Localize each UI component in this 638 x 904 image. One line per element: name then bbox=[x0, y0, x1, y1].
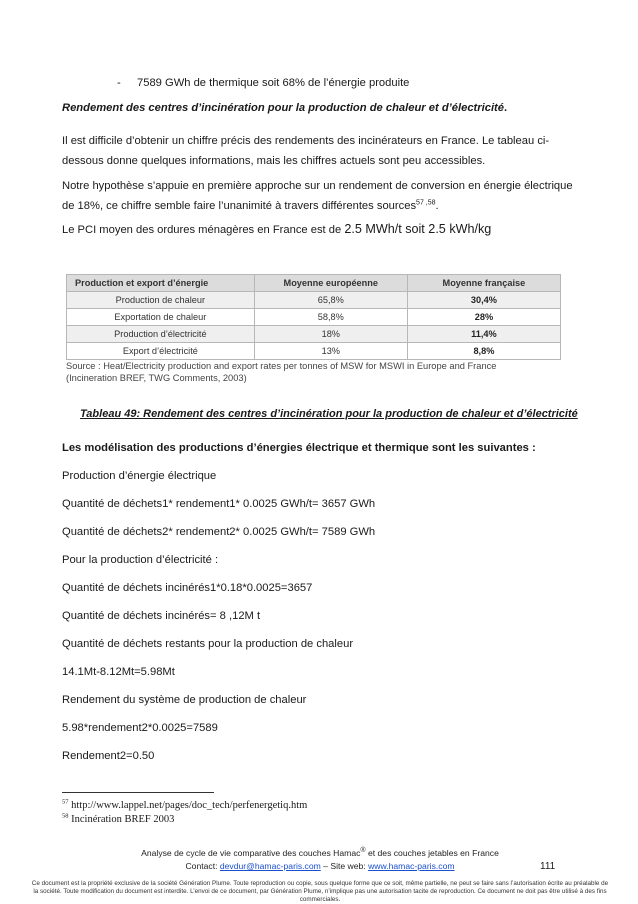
footer-title-text: Analyse de cycle de vie comparative des couches Hamac bbox=[141, 848, 361, 858]
table-cell: 28% bbox=[407, 309, 560, 326]
table-row bbox=[67, 292, 561, 309]
paragraph-pci-text: Le PCI moyen des ordures ménagères en France est de bbox=[62, 224, 345, 236]
table-header-cell: Moyenne européenne bbox=[254, 275, 407, 292]
paragraph-hypothesis-text: Notre hypothèse s’appuie en première approche sur un rendement de conversion en énergie électrique de 18%, ce chiffre semble faire l’unanimité à travers différentes sources bbox=[62, 180, 573, 212]
page-number: 111 bbox=[540, 861, 556, 872]
calc-line: 14.1Mt-8.12Mt=5.98Mt bbox=[62, 666, 175, 678]
registered-mark: ® bbox=[360, 847, 366, 855]
bullet-text: 7589 GWh de thermique soit 68% de l’énergie produite bbox=[137, 77, 410, 89]
table-row bbox=[67, 343, 561, 360]
footnote-text: Incinération BREF 2003 bbox=[68, 814, 175, 825]
table-row bbox=[67, 309, 561, 326]
table-source-line-1: Source : Heat/Electricity production and export rates per tonnes of MSW for MSWI in Europe and France bbox=[66, 361, 497, 371]
energy-table-figure bbox=[62, 274, 572, 392]
paragraph-intro: Il est difficile d’obtenir un chiffre précis des rendements des incinérateurs en France. Le tableau ci-dessous donne quelques informations, mais les chiffres actuels sont peu accessibles. bbox=[62, 135, 550, 167]
table-cell: 58,8% bbox=[254, 309, 407, 326]
table-row bbox=[67, 326, 561, 343]
calc-line: Quantité de déchets restants pour la production de chaleur bbox=[62, 638, 354, 650]
web-label: – Site web: bbox=[320, 861, 369, 871]
calc-line: Quantité de déchets2* rendement2* 0.0025 GWh/t= 7589 GWh bbox=[62, 526, 376, 538]
contact-email-link[interactable]: devdur@hamac-paris.com bbox=[219, 861, 321, 871]
calc-line: Rendement du système de production de chaleur bbox=[62, 694, 307, 706]
table-cell: Export d’électricité bbox=[67, 343, 255, 360]
calc-line: Production d’énergie électrique bbox=[62, 470, 217, 482]
calc-line: Rendement2=0.50 bbox=[62, 750, 155, 762]
contact-label: Contact: bbox=[185, 861, 220, 871]
footnote-ref-57-58: 57 ,58 bbox=[416, 199, 436, 207]
footnote-number: 58 bbox=[62, 812, 69, 820]
footer-title-text-end: et des couches jetables en France bbox=[365, 848, 499, 858]
paragraph-hypothesis-end: . bbox=[435, 200, 439, 212]
bullet-dash: - bbox=[117, 77, 121, 89]
section-heading-text: Rendement des centres d’incinération pour la production de chaleur et d’électricité bbox=[62, 102, 505, 114]
calc-line: Quantité de déchets incinérés1*0.18*0.0025=3657 bbox=[62, 582, 313, 594]
calc-line: Pour la production d’électricité : bbox=[62, 554, 219, 566]
footnote-text: http://www.lappel.net/pages/doc_tech/perfenergetiq.htm bbox=[68, 800, 308, 811]
table-header-cell: Production et export d’énergie bbox=[67, 275, 255, 292]
calc-line: Quantité de déchets1* rendement1* 0.0025 GWh/t= 3657 GWh bbox=[62, 498, 376, 510]
table-cell: Production de chaleur bbox=[67, 292, 255, 309]
energy-table bbox=[66, 274, 561, 360]
table-cell: Production d’électricité bbox=[67, 326, 255, 343]
table-cell: 11,4% bbox=[407, 326, 560, 343]
copyright-notice: Ce document est la propriété exclusive de la société Génération Plume. Toute reproduction ou copie, sous quelque forme que ce soit, même partielle, ne peut se faire sans l’autorisation écrite au préalable de la société. Toute modification du document est interdite. L’envoi de ce document, par Génération Plume, n’implique pas une autorisation tacite de reproduction. Ce document ne doit pas être utilisé à des fins commerciales. bbox=[31, 880, 609, 903]
table-cell: 30,4% bbox=[407, 292, 560, 309]
table-header-row bbox=[67, 275, 561, 292]
paragraph-pci bbox=[62, 222, 491, 237]
table-cell: 8,8% bbox=[407, 343, 560, 360]
table-cell: 65,8% bbox=[254, 292, 407, 309]
paragraph-hypothesis bbox=[62, 176, 582, 216]
modelisation-heading: Les modélisation des productions d’énergies électrique et thermique sont les suivantes : bbox=[62, 442, 536, 454]
paragraph-pci-value: 2.5 MWh/t soit 2.5 kWh/kg bbox=[344, 222, 492, 236]
table-caption: Tableau 49: Rendement des centres d’incinération pour la production de chaleur et d’électricité bbox=[80, 408, 578, 420]
table-source-line-2: (Incineration BREF, TWG Comments, 2003) bbox=[66, 373, 247, 383]
table-header-cell: Moyenne française bbox=[407, 275, 560, 292]
calc-line: 5.98*rendement2*0.0025=7589 bbox=[62, 722, 218, 734]
footnote-58 bbox=[62, 814, 174, 825]
calc-line: Quantité de déchets incinérés= 8 ,12M t bbox=[62, 610, 261, 622]
footer-contact bbox=[60, 861, 580, 871]
footnote-57 bbox=[62, 800, 307, 811]
section-heading-period: . bbox=[504, 102, 508, 114]
footer-title bbox=[60, 848, 580, 858]
table-cell: 18% bbox=[254, 326, 407, 343]
table-cell: 13% bbox=[254, 343, 407, 360]
table-cell: Exportation de chaleur bbox=[67, 309, 255, 326]
website-link[interactable]: www.hamac-paris.com bbox=[368, 861, 455, 871]
footnote-number: 57 bbox=[62, 798, 69, 806]
footnote-divider bbox=[62, 792, 214, 793]
section-heading-rendement bbox=[62, 101, 507, 115]
